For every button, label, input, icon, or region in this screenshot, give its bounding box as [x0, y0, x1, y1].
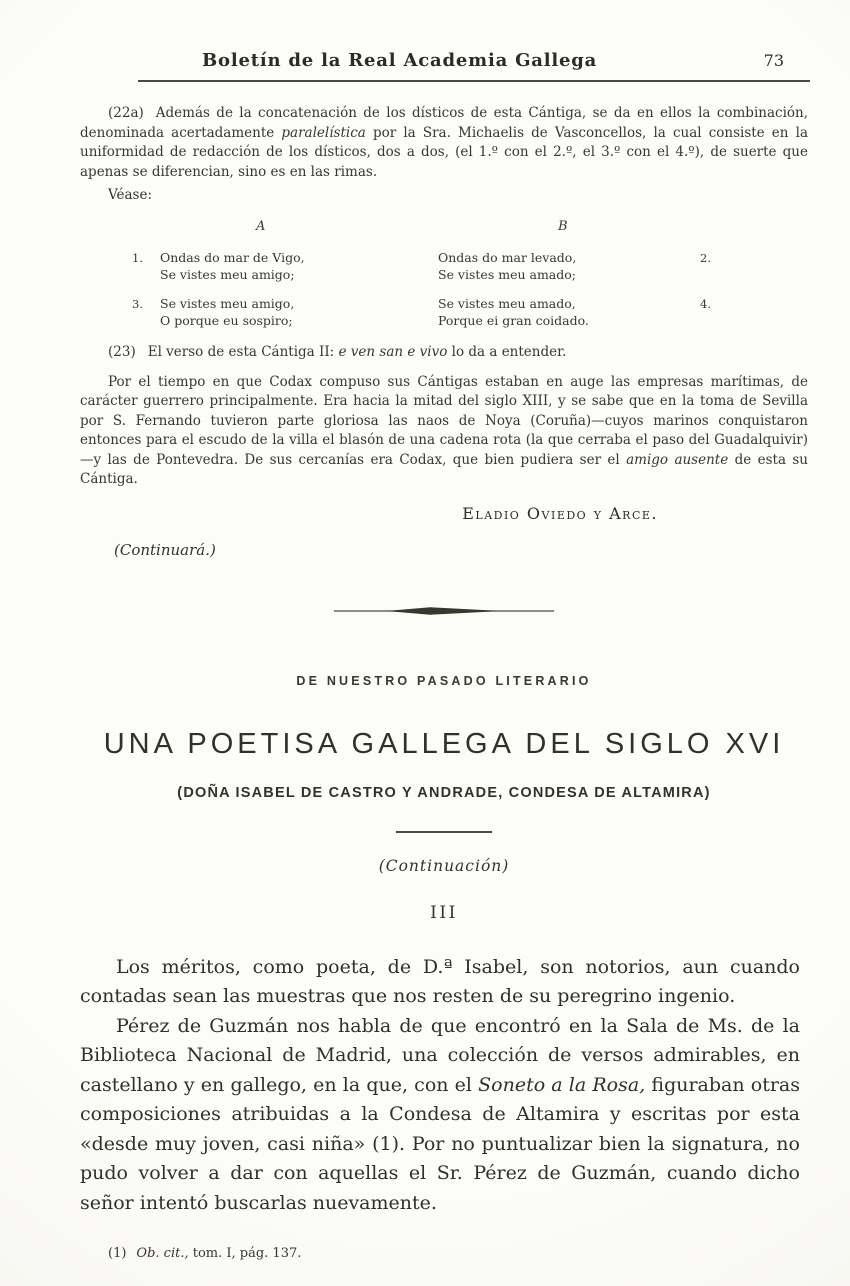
verse-number-4: 4.	[700, 297, 711, 311]
chapter-number: III	[430, 902, 458, 923]
verse-line: Se vistes meu amigo;	[160, 267, 295, 282]
verse-number-2: 2.	[700, 251, 711, 265]
verse-line: Se vistes meu amado;	[438, 267, 576, 282]
divider-ornament-icon	[334, 604, 554, 618]
footnote-23-label: (23)	[108, 344, 136, 360]
footnote-23	[80, 343, 808, 363]
verse-comparison	[80, 219, 808, 329]
verse-column-b-label: B	[558, 219, 568, 234]
author-signature: Eladio Oviedo y Arce.	[462, 503, 658, 523]
body-paragraph-2: Pérez de Guzmán nos habla de que encontró en la Sala de Ms. de la Biblioteca Nacional de Madrid, una colección de versos admirables, en castellano y en gallego, en la que, con el Soneto a la Rosa, figuraban otras composiciones atribuidas a la Condesa de Altamira y escritas por esta «desde muy joven, casi niña» (1). Por no puntualizar bien la signatura, no pudo volver a dar con aquellas el Sr. Pérez de Guzmán, cuando dicho señor intentó buscarlas nuevamente.	[80, 1014, 800, 1214]
footnote-1-label: (1)	[108, 1246, 127, 1261]
verse-row-1	[80, 249, 808, 283]
vease-line: Véase:	[108, 187, 153, 203]
footnote-1-text: Ob. cit., tom. I, pág. 137.	[136, 1246, 302, 1261]
paragraph-codax: Por el tiempo en que Codax compuso sus Cántigas estaban en auge las empresas marítimas, de carácter guerrero principalmente. Era hacia la mitad del siglo XIII, y se sabe que en la toma de Sevilla por S. Fernando tuvieron parte gloriosa las naos de Noya (Coruña)—cuyos marinos conquistaron entonces para el escudo de la villa el blasón de una cadena rota (la que cerraba el paso del Guadalquivir)—y las de Pontevedra. De sus cercanías era Codax, que bien pudiera ser el amigo ausente de esta su Cántiga.	[80, 373, 808, 487]
footnote-22a	[80, 104, 808, 182]
verse-number-1: 1.	[132, 251, 143, 265]
verse-number-3: 3.	[132, 297, 143, 311]
verse-line: Se vistes meu amado,	[438, 296, 576, 311]
verse-stanza-1	[160, 249, 438, 283]
continuation-note: (Continuación)	[378, 856, 510, 875]
page-number: 73	[763, 51, 784, 70]
verse-line: Ondas do mar de Vigo,	[160, 250, 305, 265]
verse-line: Ondas do mar levado,	[438, 250, 577, 265]
verse-column-a-label: A	[256, 219, 266, 234]
continuara-note: (Continuará.)	[114, 540, 216, 559]
verse-line: Se vistes meu amigo,	[160, 296, 295, 311]
verse-row-2	[80, 295, 808, 329]
article-subtitle: (DOÑA ISABEL DE CASTRO Y ANDRADE, CONDESA DE ALTAMIRA)	[177, 784, 711, 801]
verse-stanza-3	[160, 295, 438, 329]
footnote-22a-label: (22a)	[108, 105, 144, 121]
footnote-22a-text: Además de la concatenación de los dísticos de esta Cántiga, se da en ellos la combinación, denominada acertadamente paralelística por la Sra. Michaelis de Vasconcellos, la cual consiste en la uniformidad de redacción de los dísticos, dos a dos, (el 1.º con el 2.º, el 3.º con el 4.º), de suerte que apenas se diferencian, sino es en las rimas.	[80, 105, 808, 180]
title-rule	[396, 831, 492, 833]
article-title: UNA POETISA GALLEGA DEL SIGLO XVI	[103, 727, 785, 760]
footnote-23-text: El verso de esta Cántiga II: e ven san e vivo lo da a entender.	[147, 344, 567, 360]
page-header	[138, 50, 810, 82]
body-paragraph-1: Los méritos, como poeta, de D.ª Isabel, son notorios, aun cuando contadas sean las muestras que nos resten de su peregrino ingenio.	[80, 955, 800, 1007]
footnote-1	[80, 1246, 808, 1261]
verse-column-headers	[80, 219, 808, 237]
verse-stanza-2	[438, 249, 700, 283]
section-kicker: DE NUESTRO PASADO LITERARIO	[296, 673, 592, 688]
journal-title: Boletín de la Real Academia Gallega	[202, 50, 598, 71]
verse-stanza-4	[438, 295, 700, 329]
section-divider	[80, 603, 808, 622]
verse-line: O porque eu sospiro;	[160, 313, 293, 328]
verse-line: Porque ei gran coidado.	[438, 313, 589, 328]
